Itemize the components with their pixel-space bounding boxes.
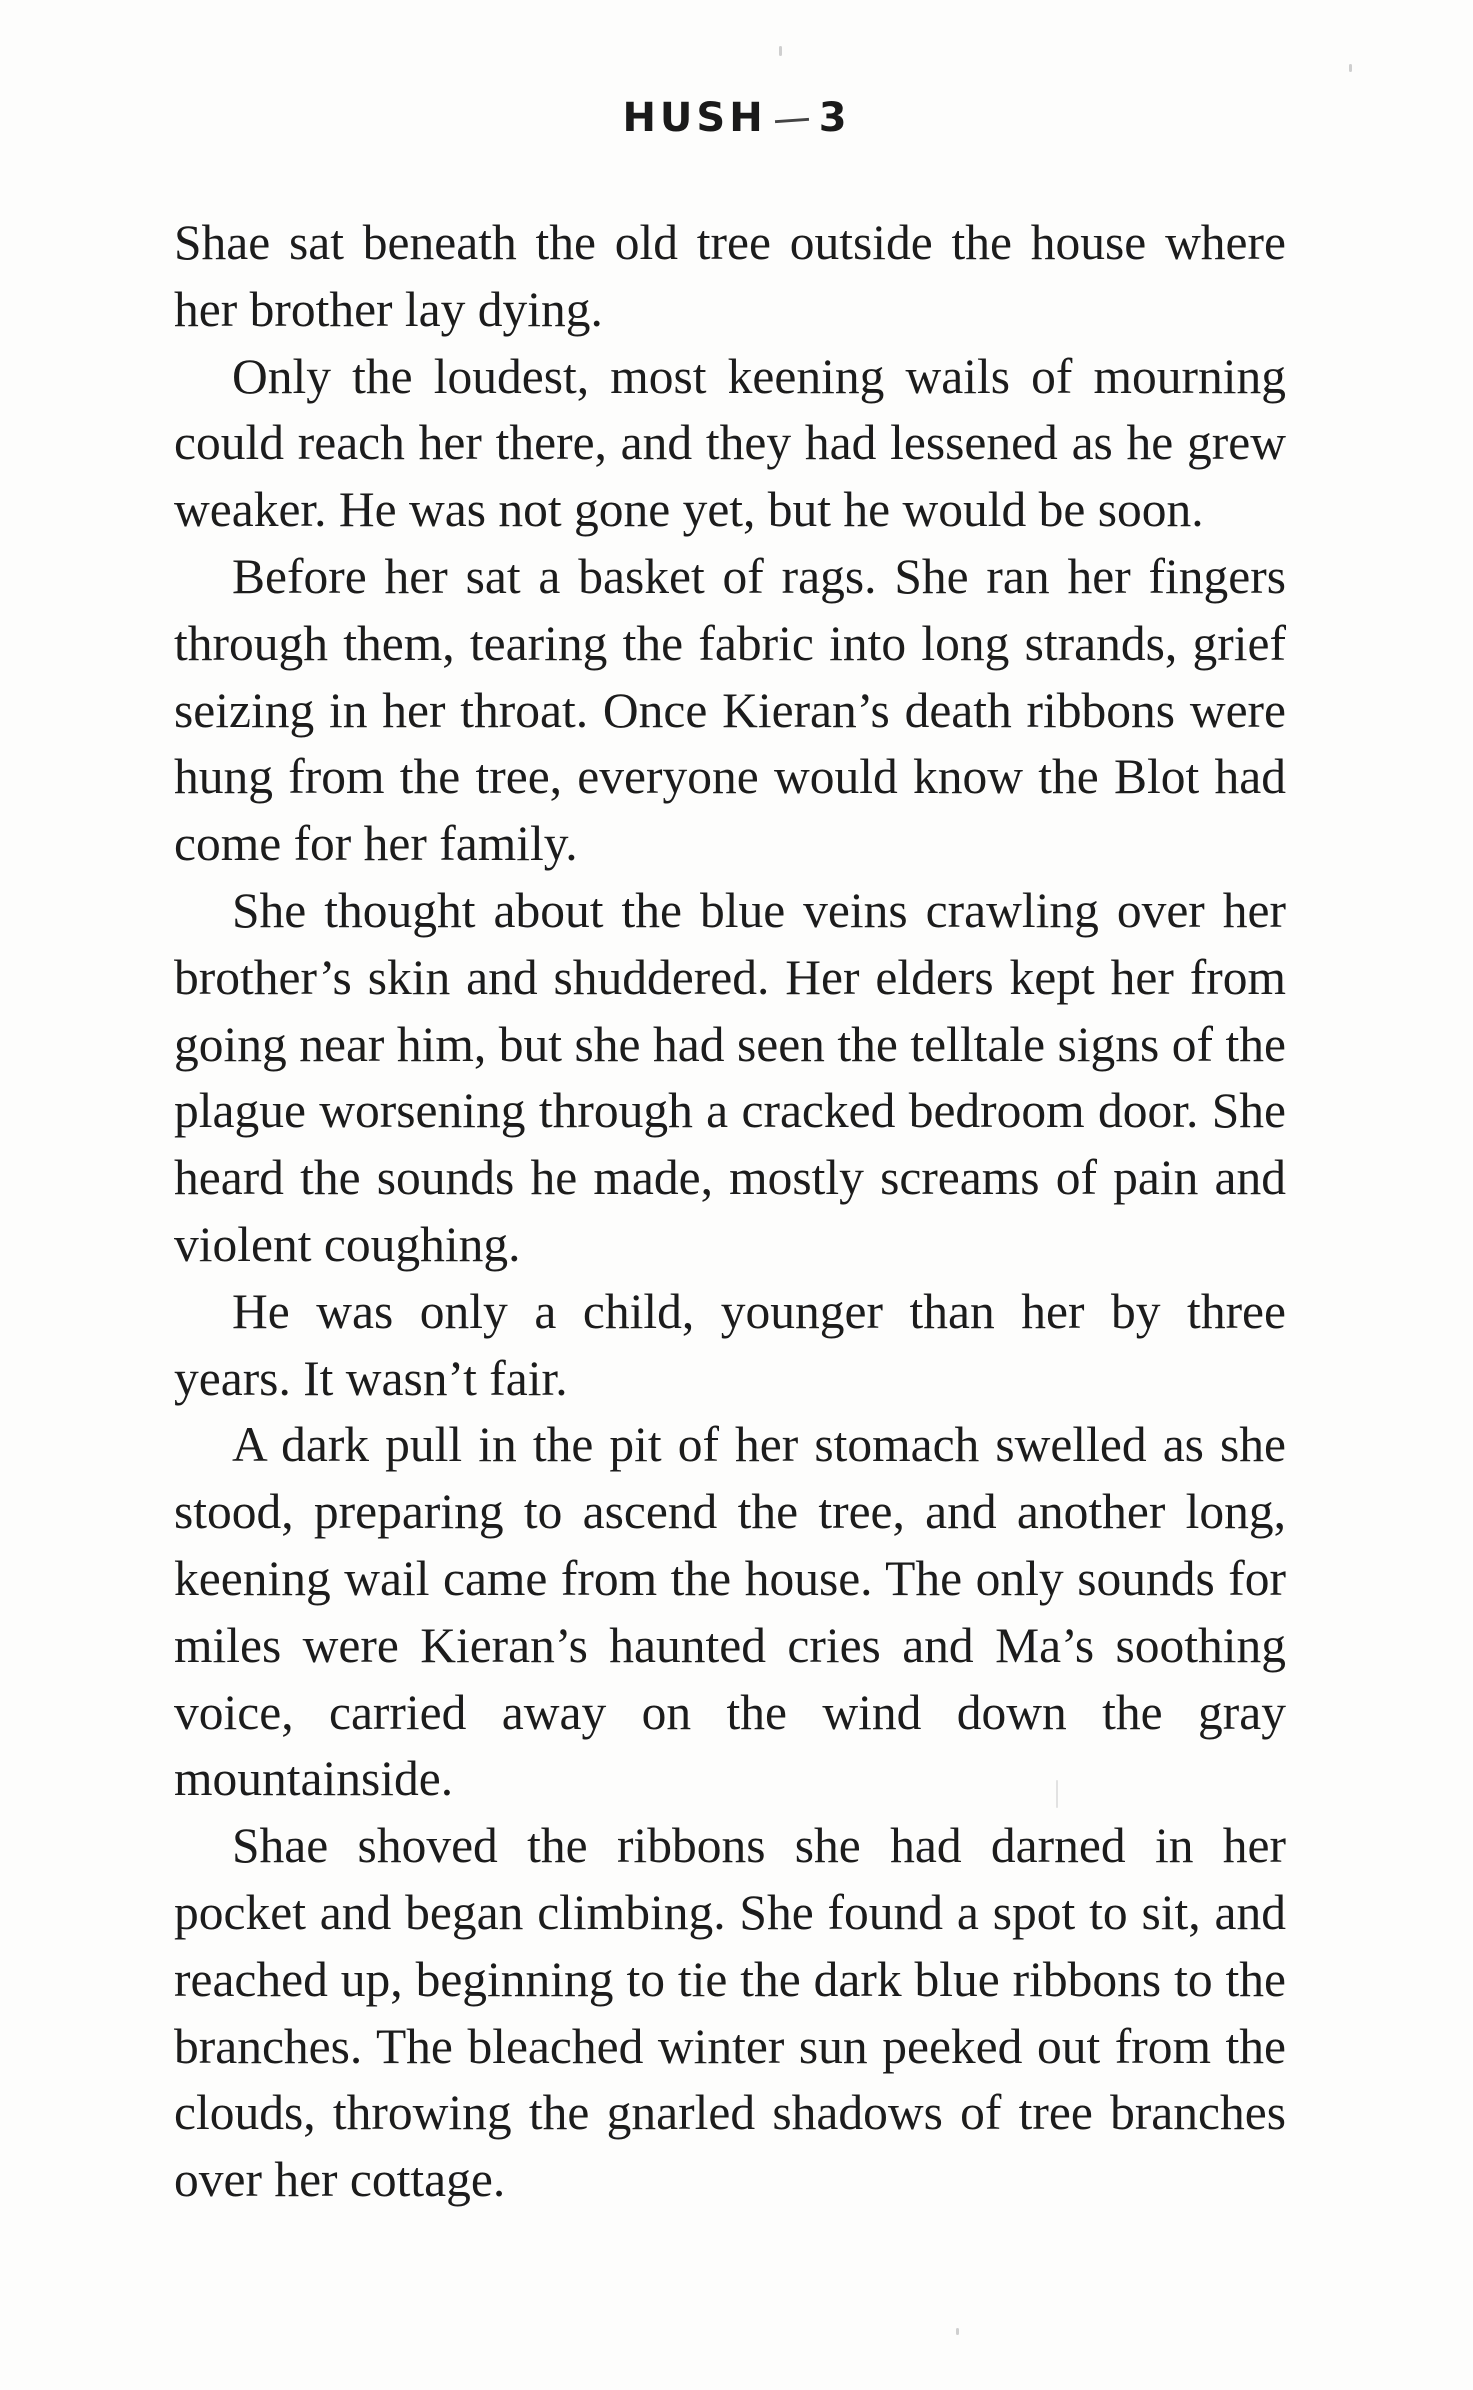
running-header (0, 88, 1473, 148)
body-text (174, 210, 1286, 2214)
header-dash (775, 117, 809, 122)
paragraph: Shae shoved the ribbons she had darned in her pocket and began climbing. She found a spot to sit, and reached up, beginning to tie the dark blue ribbons to the branches. The bleached winter sun peeked out from the clouds, throwing the gnarled shadows of tree branches over her cottage. (174, 1818, 1286, 2208)
paragraph: Only the loudest, most keening wails of mourning could reach her there, and they had lessened as he grew weaker. He was not gone yet, but he would be soon. (174, 348, 1286, 538)
scan-speck (1349, 64, 1352, 72)
paragraph: Before her sat a basket of rags. She ran her fingers through them, tearing the fabric into long strands, grief seizing in her throat. Once Kieran’s death ribbons were hung from the tree, everyone would know the Blot had come for her family. (174, 548, 1286, 872)
book-title: HUSH (622, 95, 767, 141)
paragraph: Shae sat beneath the old tree outside the house where her brother lay dying. (174, 215, 1286, 337)
scan-speck (779, 46, 782, 56)
paragraph: She thought about the blue veins crawling over her brother’s skin and shuddered. Her elders kept her from going near him, but she had seen the telltale signs of the plague worsening through a cracked bedroom door. She heard the sounds he made, mostly screams of pain and violent coughing. (174, 882, 1286, 1272)
page-number: 3 (818, 95, 851, 141)
scan-speck (956, 2328, 959, 2335)
paragraph: A dark pull in the pit of her stomach swelled as she stood, preparing to ascend the tree, and another long, keening wail came from the house. The only sounds for miles were Kieran’s haunted cries and Ma’s soothing voice, carried away on the wind down the gray mountainside. (174, 1417, 1286, 1807)
scan-speck (1056, 1780, 1058, 1808)
paragraph: He was only a child, younger than her by three years. It wasn’t fair. (174, 1283, 1286, 1406)
